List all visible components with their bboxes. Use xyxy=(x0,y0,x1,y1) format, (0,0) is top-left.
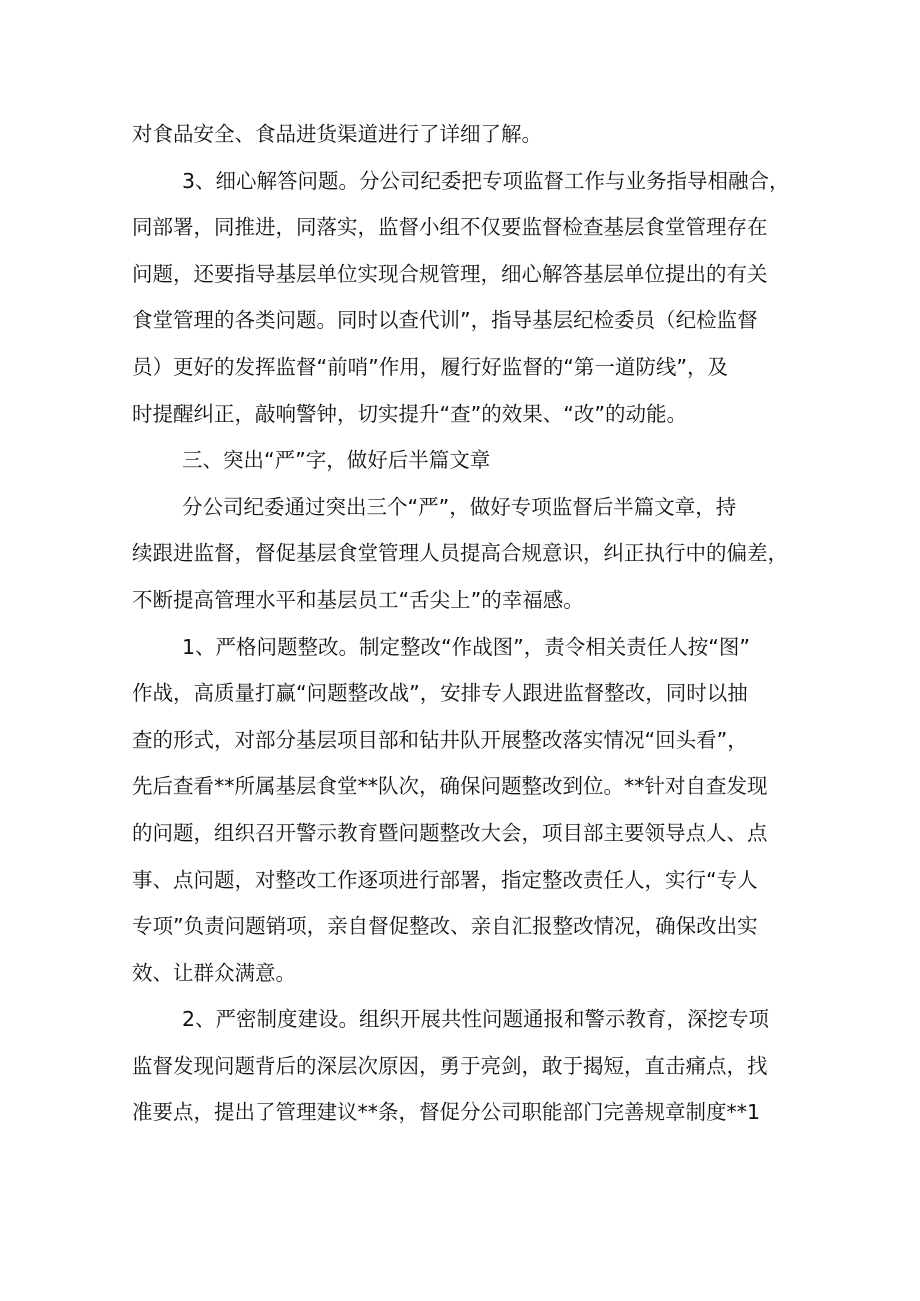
text-line: 分公司纪委通过突出三个“严”，做好专项监督后半篇文章，持 xyxy=(182,494,737,519)
text-line: 先后查看**所属基层食堂**队次，确保问题整改到位。**针对自查发现 xyxy=(132,774,768,799)
body-text xyxy=(132,111,792,1136)
text-line: 员）更好的发挥监督“前哨”作用，履行好监督的“第一道防线”，及 xyxy=(132,354,728,379)
text-line: 续跟进监督，督促基层食堂管理人员提高合规意识，纠正执行中的偏差， xyxy=(132,541,788,566)
text-line: 三、突出“严”字，做好后半篇文章 xyxy=(182,448,491,473)
text-line: 问题，还要指导基层单位实现合规管理，细心解答基层单位提出的有关 xyxy=(132,261,768,286)
text-line: 准要点，提出了管理建议**条，督促分公司职能部门完善规章制度**1 xyxy=(132,1100,761,1125)
text-line: 食堂管理的各类问题。同时以查代训”，指导基层纪检委员（纪检监督 xyxy=(132,308,758,333)
text-line: 时提醒纠正，敲响警钟，切实提升“查”的效果、“改”的动能。 xyxy=(132,401,687,426)
text-line: 查的形式，对部分基层项目部和钻井队开展整改落实情况“回头看”， xyxy=(132,727,748,752)
text-line: 同部署，同推进，同落实，监督小组不仅要监督检查基层食堂管理存在 xyxy=(132,215,768,240)
text-line: 3、细心解答问题。分公司纪委把专项监督工作与业务指导相融合， xyxy=(182,168,790,193)
text-line: 1、严格问题整改。制定整改“作战图”，责令相关责任人按“图” xyxy=(182,634,751,659)
text-line: 的问题，组织召开警示教育暨问题整改大会，项目部主要领导点人、点 xyxy=(132,820,768,845)
text-line: 专项”负责问题销项，亲自督促整改、亲自汇报整改情况，确保改出实 xyxy=(132,914,758,939)
text-line: 不断提高管理水平和基层员工“舌尖上”的幸福感。 xyxy=(132,587,584,612)
text-line: 监督发现问题背后的深层次原因，勇于亮剑，敢于揭短，直击痛点，找 xyxy=(132,1053,768,1078)
text-line: 作战，高质量打赢“问题整改战”，安排专人跟进监督整改，同时以抽 xyxy=(132,681,748,706)
text-line: 2、严密制度建设。组织开展共性问题通报和警示教育，深挖专项 xyxy=(182,1007,770,1032)
text-line: 效、让群众满意。 xyxy=(132,960,296,985)
text-line: 事、点问题，对整改工作逐项进行部署，指定整改责任人，实行“专人 xyxy=(132,867,758,892)
text-line: 对食品安全、食品进货渠道进行了详细了解。 xyxy=(132,122,542,146)
